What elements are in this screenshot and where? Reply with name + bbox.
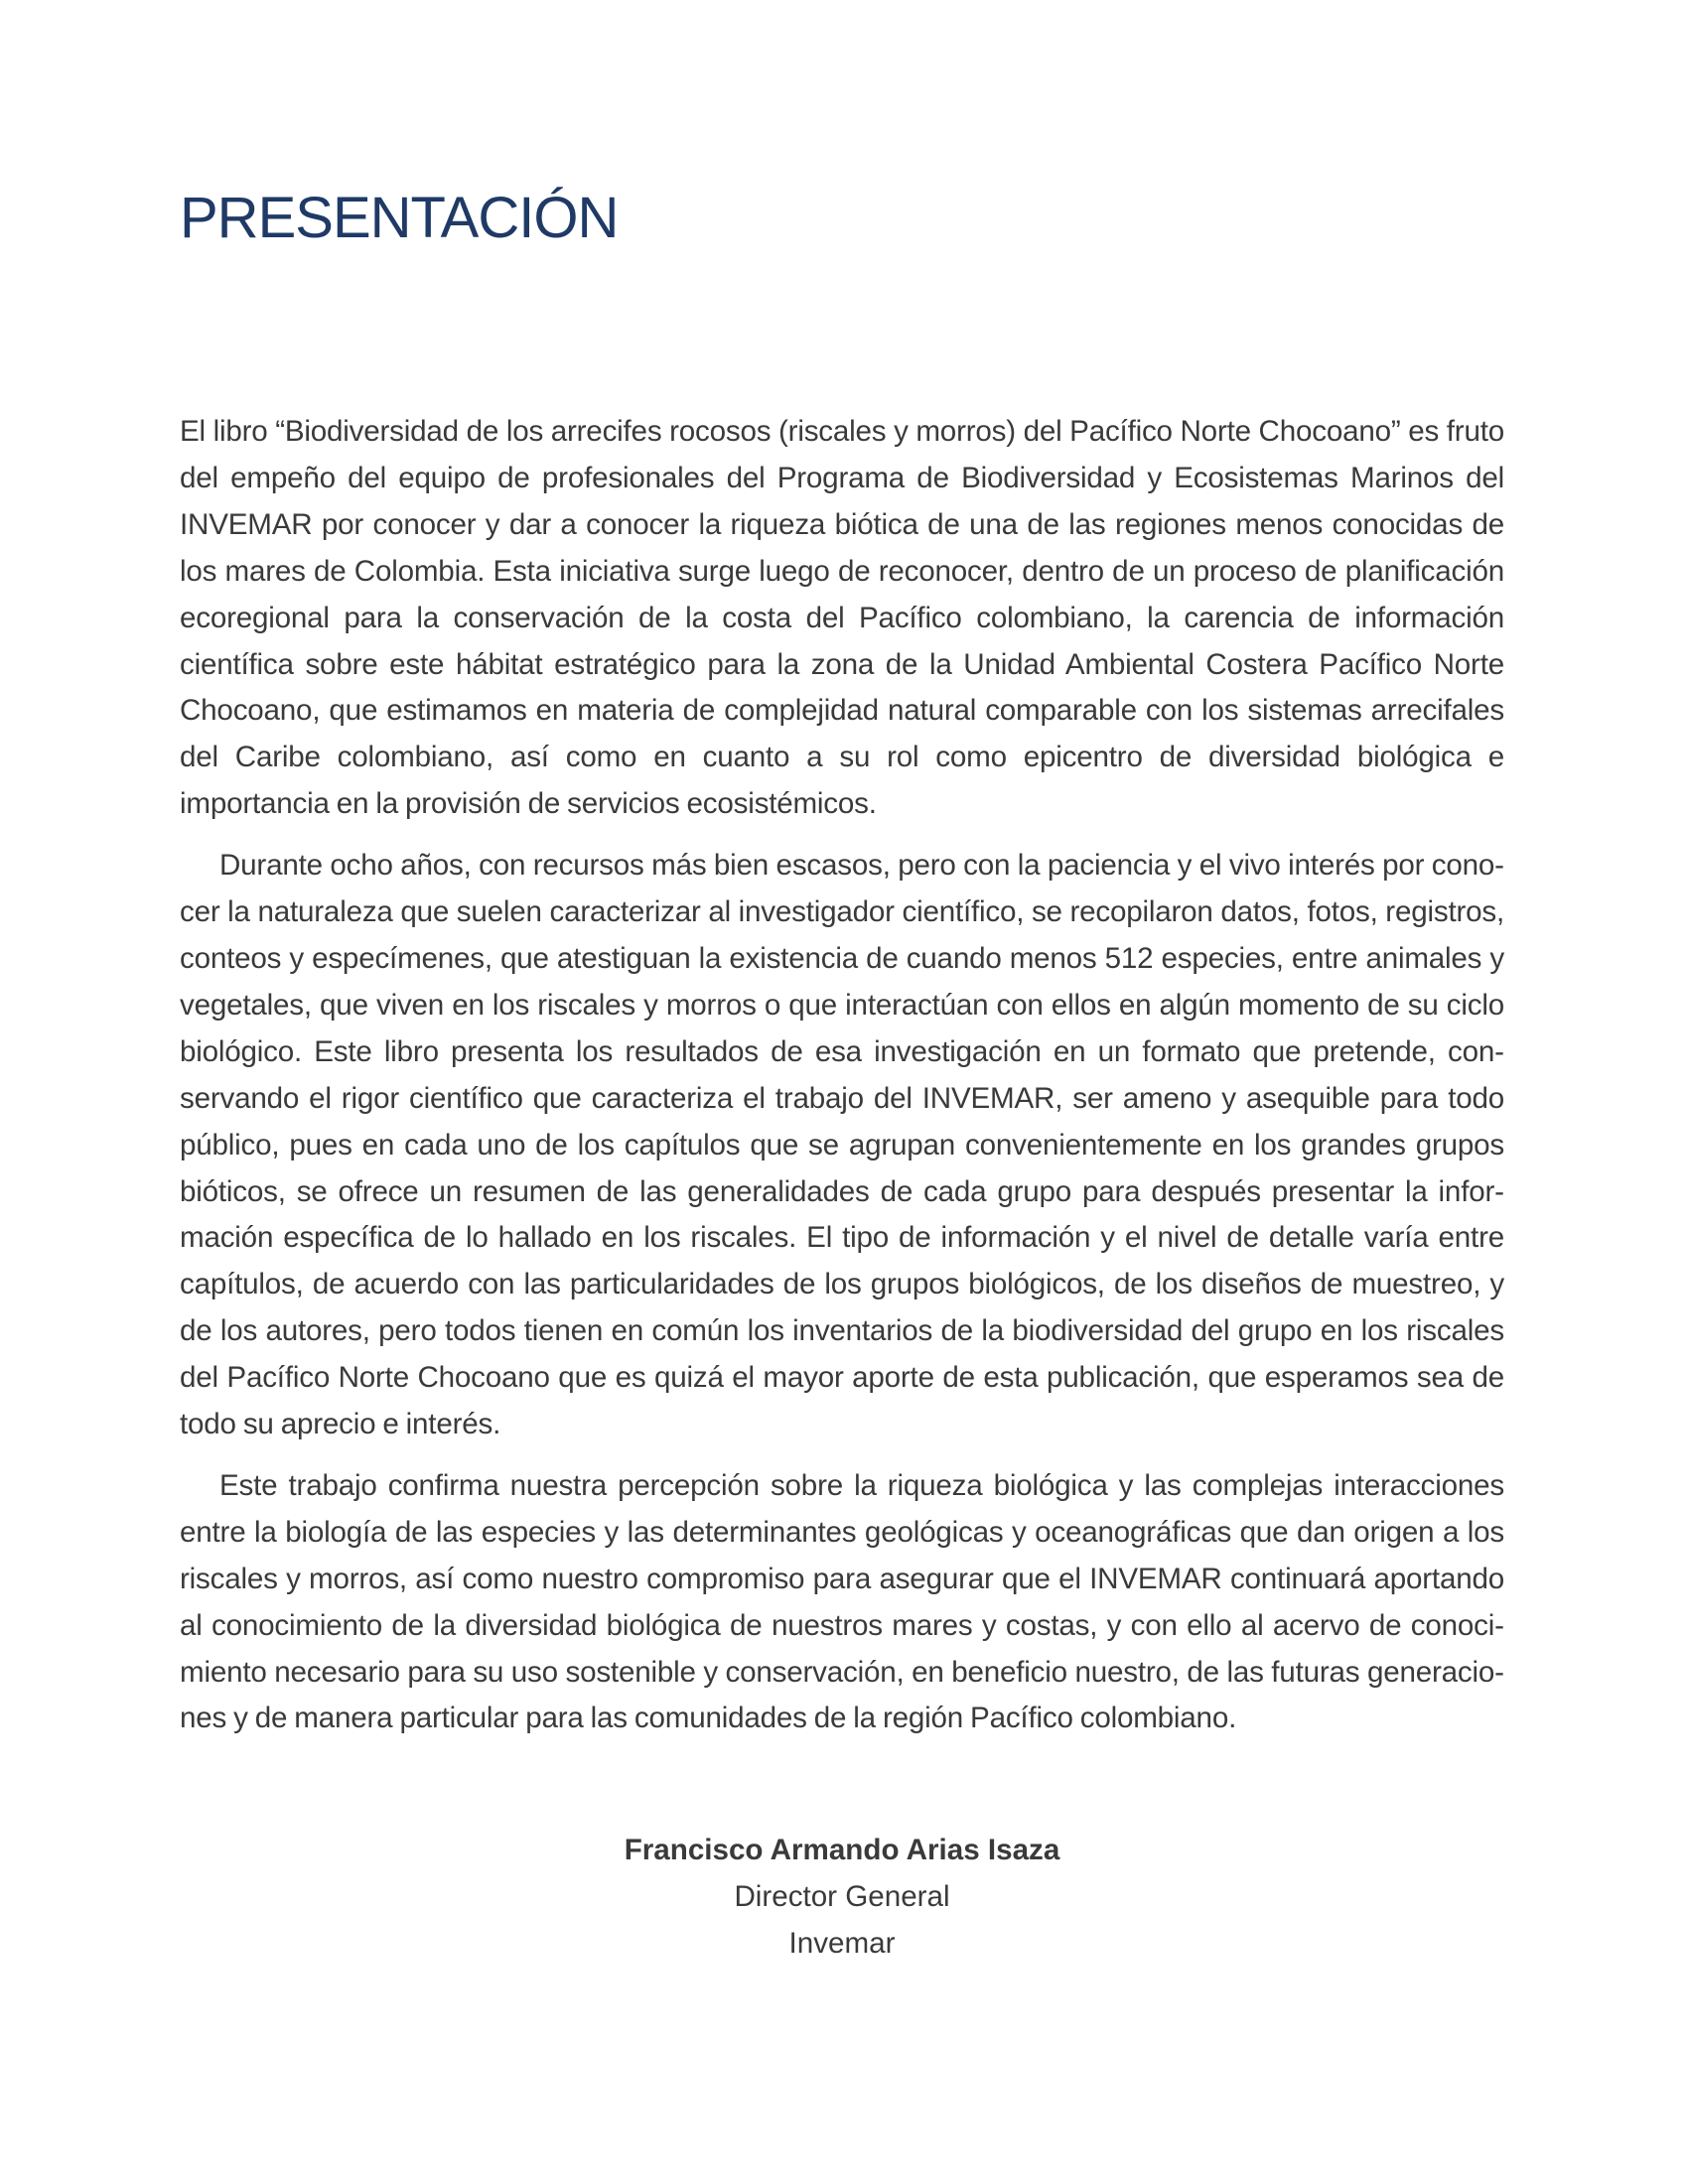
signature-organization: Invemar bbox=[788, 1927, 896, 1960]
paragraph-3: Este trabajo confirma nuestra percepción sobre la riqueza biológica y las complejas interacciones entre la biología de las especies y las determinantes geológicas y oceanográficas que dan origen a los riscales y morros, así como nuestro compromiso para asegurar que el INVEMAR continuará aportando al conocimiento de la diversidad biológica de nuestros mares y costas, y con ello al acervo de conocimiento necesario para su uso sostenible y conservación, en beneficio nuestro, de las futuras generaciones y de manera particular para las comunidades de la región Pacífico colombiano. bbox=[180, 1468, 1504, 1735]
page-title: PRESENTACIÓN bbox=[180, 186, 619, 250]
signature-block bbox=[180, 1827, 1504, 1967]
signature-role: Director General bbox=[734, 1880, 950, 1913]
body-text bbox=[180, 409, 1504, 1757]
paragraph-1: El libro “Biodiversidad de los arrecifes rocosos (riscales y morros) del Pacífico Norte Chocoano” es fruto del empeño del equipo de profesionales del Programa de Biodiversidad y Ecosistemas Marinos del INVEMAR por conocer y dar a conocer la riqueza biótica de una de las regiones menos conocidas de los mares de Colombia. Esta iniciativa surge luego de reconocer, dentro de un proceso de planificación ecoregional para la conservación de la costa del Pacífico colombiano, la carencia de información científica sobre este hábitat estratégico para la zona de la Unidad Ambiental Costera Pacífico Norte Chocoano, que estimamos en materia de complejidad natural comparable con los sistemas arrecifales del Caribe colombiano, así como en cuanto a su rol como epicentro de diversidad biológica e importancia en la provisión de servicios ecosistémicos. bbox=[180, 415, 1504, 821]
paragraph-2: Durante ocho años, con recursos más bien escasos, pero con la paciencia y el vivo interés por conocer la naturaleza que suelen caracterizar al investigador científico, se recopilaron datos, fotos, registros, conteos y especímenes, que atestiguan la existencia de cuando menos 512 especies, entre animales y vegetales, que viven en los riscales y morros o que interactúan con ellos en algún momento de su ciclo biológico. Este libro presenta los resultados de esa investigación en un formato que pretende, conservando el rigor científico que caracteriza el trabajo del INVEMAR, ser ameno y asequible para todo público, pues en cada uno de los capítulos que se agrupan convenientemente en los grandes grupos bióticos, se ofrece un resumen de las generalidades de cada grupo para después presentar la información específica de lo hallado en los riscales. El tipo de información y el nivel de detalle varía entre capítulos, de acuerdo con las particularidades de los grupos biológicos, de los diseños de muestreo, y de los autores, pero todos tienen en común los inventarios de la biodiversidad del grupo en los riscales del Pacífico Norte Chocoano que es quizá el mayor aporte de esta publicación, que esperamos sea de todo su aprecio e interés. bbox=[180, 849, 1504, 1441]
signature-name: Francisco Armando Arias Isaza bbox=[624, 1834, 1060, 1866]
